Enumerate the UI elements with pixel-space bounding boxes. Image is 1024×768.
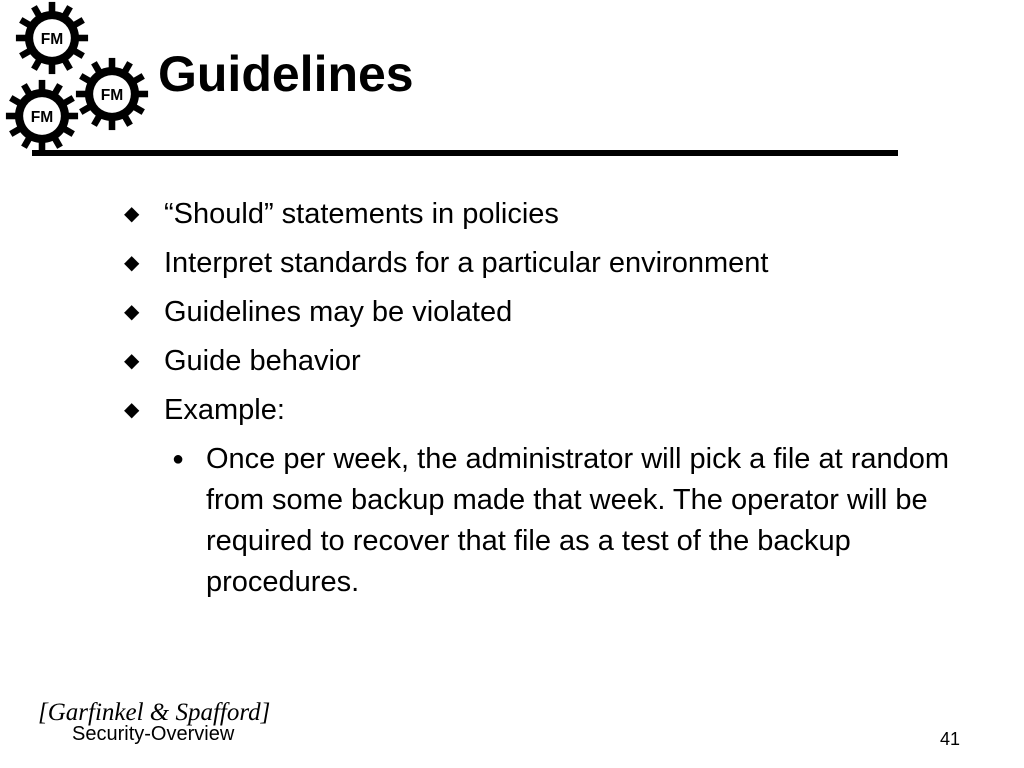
citation: [Garfinkel & Spafford] (38, 699, 271, 726)
diamond-bullet-icon: ◆ (124, 252, 140, 274)
footer-title: Security-Overview (72, 723, 235, 745)
diamond-bullet-icon: ◆ (124, 203, 140, 225)
bullet-text: “Should” statements in policies (164, 198, 559, 230)
sub-bullet-text: Once per week, the administrator will pick a file at random from some backup made that week. The operator will be required to recover that file as a test of the backup procedures. (206, 443, 950, 598)
gear-label-left: FM (30, 108, 54, 126)
bullet-text: Example: (164, 394, 285, 426)
bullet-item (120, 341, 980, 390)
fm-gears-logo-icon (0, 0, 160, 160)
diamond-bullet-icon: ◆ (124, 350, 140, 372)
bullet-item (120, 194, 980, 243)
diamond-bullet-icon: ◆ (124, 301, 140, 323)
bullet-item (120, 292, 980, 341)
dot-bullet-icon: ● (172, 448, 185, 470)
bullet-list (120, 194, 980, 603)
bullet-item (120, 390, 980, 439)
gear-label-top: FM (40, 30, 64, 48)
bullet-text: Guidelines may be violated (164, 296, 513, 328)
diamond-bullet-icon: ◆ (124, 399, 140, 421)
bullet-text: Interpret standards for a particular environment (164, 247, 769, 279)
gear-label-right: FM (100, 86, 124, 104)
page-number: 41 (940, 729, 961, 749)
title-underline (32, 150, 898, 156)
bullet-item (120, 243, 980, 292)
slide-title: Guidelines (158, 46, 414, 102)
sub-bullet-item (172, 439, 980, 603)
bullet-text: Guide behavior (164, 345, 361, 377)
